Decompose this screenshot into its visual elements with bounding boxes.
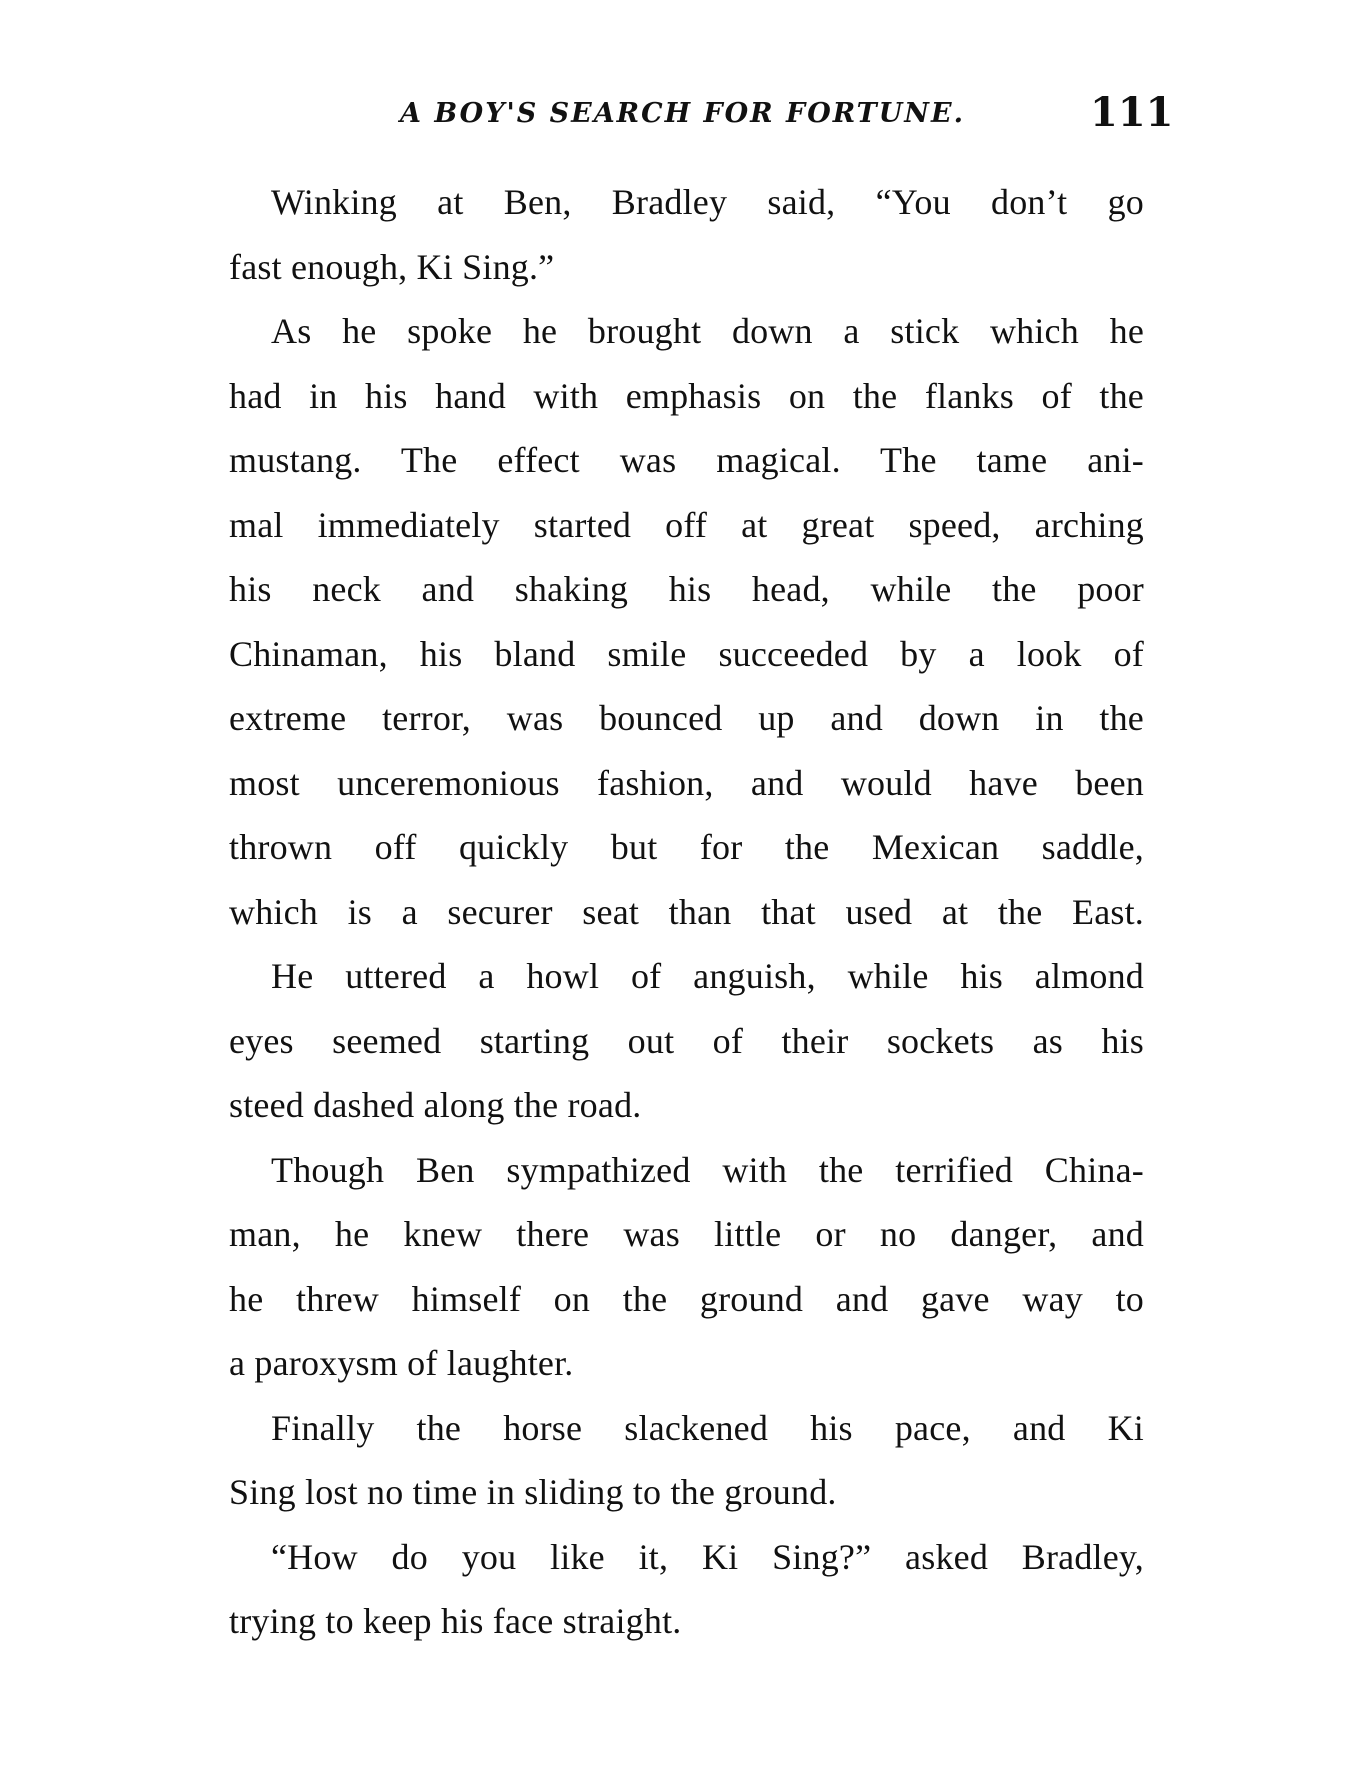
- text-line: trying to keep his face straight.: [229, 1601, 682, 1641]
- text-line: thrown off quickly but for the Mexican saddle,: [229, 827, 1144, 867]
- text-line: He uttered a howl of anguish, while his almond: [271, 956, 1144, 996]
- text-line: Finally the horse slackened his pace, and Ki: [271, 1407, 1144, 1448]
- paragraph-3: [229, 944, 1144, 1138]
- paragraph-1: [229, 170, 1144, 299]
- paragraph-2: [229, 299, 1144, 944]
- text-line: steed dashed along the road.: [229, 1085, 642, 1125]
- text-line: mal immediately started off at great speed, arching: [229, 504, 1144, 545]
- text-line: extreme terror, was bounced up and down in the: [229, 698, 1144, 738]
- text-line: most unceremonious fashion, and would have been: [229, 762, 1144, 803]
- text-line: his neck and shaking his head, while the poor: [229, 569, 1144, 609]
- text-line: “How do you like it, Ki Sing?” asked Bradley,: [271, 1536, 1144, 1577]
- page-number: 111: [1090, 89, 1174, 136]
- text-line: had in his hand with emphasis on the flanks of the: [229, 375, 1144, 416]
- paragraph-6: [229, 1525, 1144, 1654]
- text-line: fast enough, Ki Sing.”: [229, 246, 555, 287]
- body-text: [229, 170, 1144, 1654]
- text-line: mustang. The effect was magical. The tame ani-: [229, 440, 1144, 480]
- text-line: man, he knew there was little or no danger, and: [229, 1214, 1144, 1254]
- text-line: he threw himself on the ground and gave way to: [229, 1278, 1144, 1319]
- text-line: which is a securer seat than that used at the East.: [229, 891, 1144, 932]
- text-line: eyes seemed starting out of their sockets as his: [229, 1020, 1144, 1061]
- text-line: Though Ben sympathized with the terrified China-: [271, 1149, 1144, 1190]
- running-head-title: A BOY'S SEARCH FOR FORTUNE.: [400, 98, 965, 129]
- text-line: Winking at Ben, Bradley said, “You don’t go: [271, 182, 1144, 222]
- text-line: Sing lost no time in sliding to the ground.: [229, 1472, 837, 1512]
- text-line: a paroxysm of laughter.: [229, 1343, 574, 1383]
- text-line: As he spoke he brought down a stick which he: [271, 311, 1144, 351]
- paragraph-5: [229, 1396, 1144, 1525]
- text-line: Chinaman, his bland smile succeeded by a look of: [229, 633, 1144, 674]
- paragraph-4: [229, 1138, 1144, 1396]
